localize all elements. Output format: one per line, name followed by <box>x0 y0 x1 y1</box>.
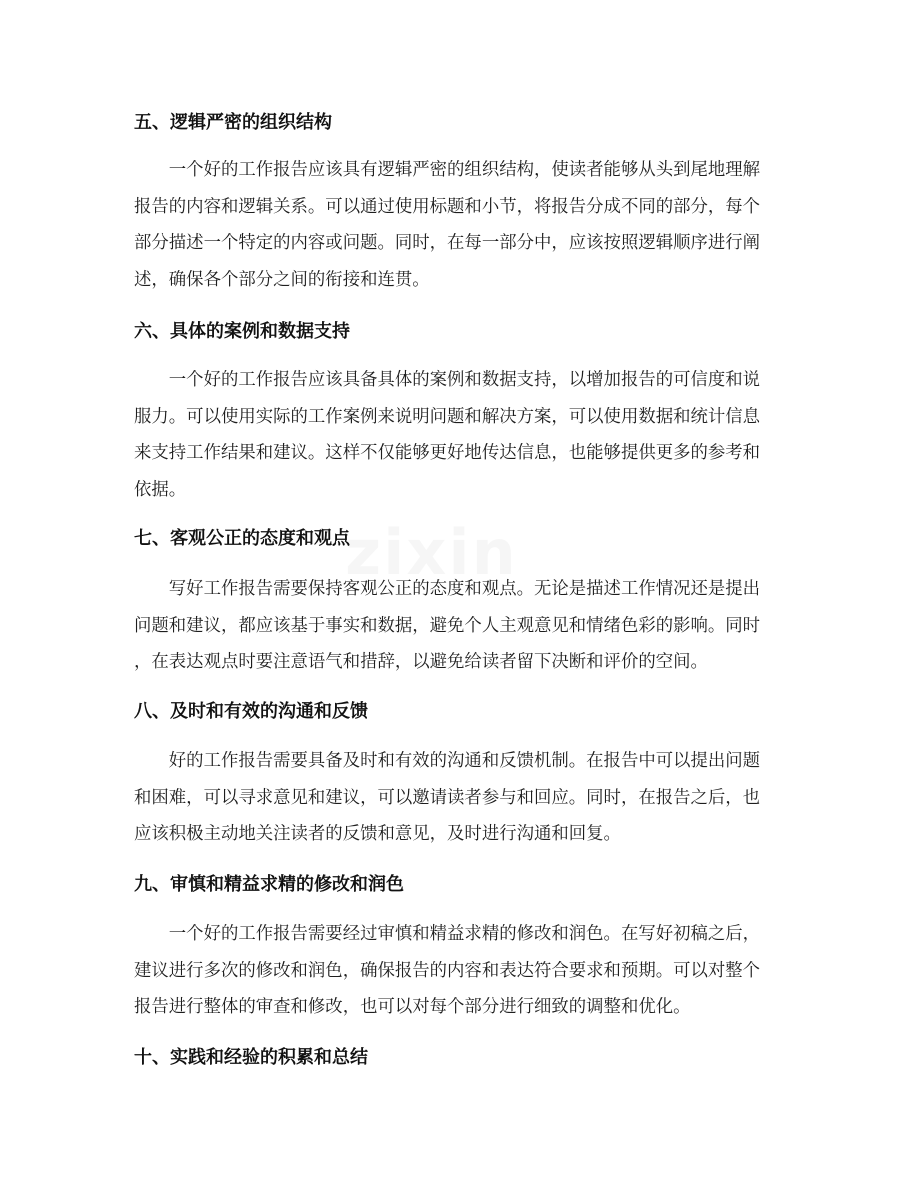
section-9-heading: 九、审慎和精益求精的修改和润色 <box>134 874 404 895</box>
section-10-heading: 十、实践和经验的积累和总结 <box>134 1047 368 1068</box>
section-9-paragraph: 一个好的工作报告需要经过审慎和精益求精的修改和润色。在写好初稿之后， 建议进行多次的修改和润色，确保报告的内容和表达符合要求和预期。可以对整个 报告进行整体的审查和修改，也可以对每个部分进行细致的调整和优化。 <box>134 924 761 1017</box>
section-8-paragraph: 好的工作报告需要具备及时和有效的沟通和反馈机制。在报告中可以提出问题 和困难，可以寻求意见和建议，可以邀请读者参与和回应。同时，在报告之后，也 应该积极主动地关注读者的反馈和意见，及时进行沟通和回复。 <box>134 751 761 844</box>
section-5-paragraph: 一个好的工作报告应该具有逻辑严密的组织结构，使读者能够从头到尾地理解 报告的内容和逻辑关系。可以通过使用标题和小节，将报告分成不同的部分，每个 部分描述一个特定的内容或问题。同时，在每一部分中，应该按照逻辑顺序进行阐 述，确保各个部分之间的衔接和连贯。 <box>134 160 761 290</box>
section-8-heading: 八、及时和有效的沟通和反馈 <box>134 701 368 722</box>
section-7-paragraph: 写好工作报告需要保持客观公正的态度和观点。无论是描述工作情况还是提出 问题和建议，都应该基于事实和数据，避免个人主观意见和情绪色彩的影响。同时 ，在表达观点时要注意语气和措辞，以避免给读者留下决断和评价的空间。 <box>134 579 761 672</box>
section-5-heading: 五、逻辑严密的组织结构 <box>134 112 332 133</box>
section-6-heading: 六、具体的案例和数据支持 <box>134 321 350 342</box>
section-7-heading: 七、客观公正的态度和观点 <box>134 528 350 549</box>
section-6-paragraph: 一个好的工作报告应该具备具体的案例和数据支持，以增加报告的可信度和说 服力。可以使用实际的工作案例来说明问题和解决方案，可以使用数据和统计信息 来支持工作结果和建议。这样不仅能够更好地传达信息，也能够提供更多的参考和 依据。 <box>134 370 761 500</box>
